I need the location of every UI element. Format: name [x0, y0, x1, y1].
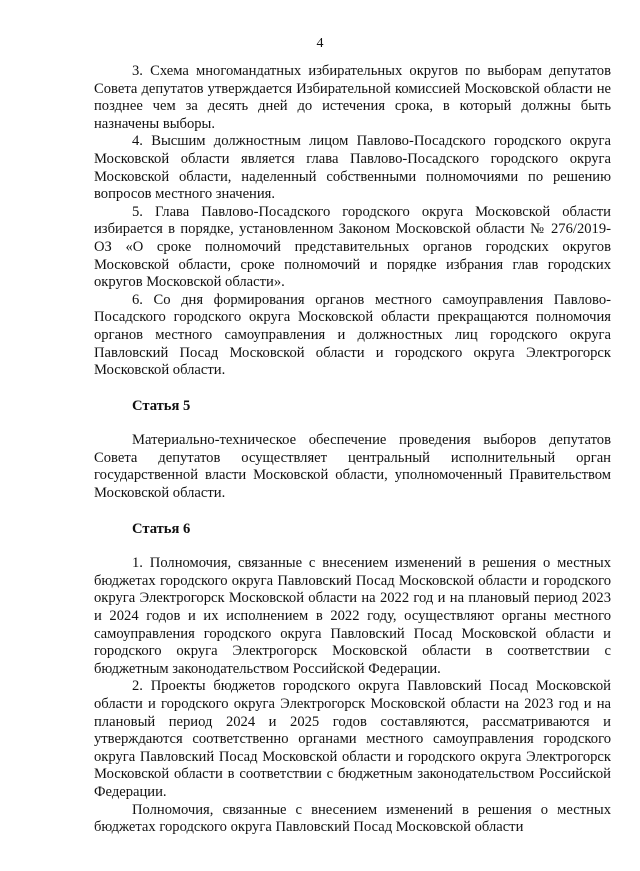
paragraph-5: 5. Глава Павлово-Посадского городского округа Московской области избирается в порядке, установленном Законом Московской области № 276/2019-ОЗ «О сроке полномочий представительных органов городских округов Московской области, сроке полномочий и порядке избрания глав городских округов Московской области».: [94, 203, 611, 291]
paragraph-4: 4. Высшим должностным лицом Павлово-Посадского городского округа Московской области является глава Павлово-Посадского городского округа Московской области, наделенный собственными полномочиями по решению вопросов местного значения.: [94, 133, 611, 203]
paragraph-6: 6. Со дня формирования органов местного самоуправления Павлово-Посадского городского округа Московской области прекращаются полномочия органов местного самоуправления и должностных лиц городского округа Павловский Посад Московской области и городского округа Электрогорск Московской области.: [94, 291, 611, 379]
page-number: 4: [316, 36, 324, 51]
article-5-heading: Статья 5: [132, 397, 191, 414]
article-5-text: Материально-техническое обеспечение проведения выборов депутатов Совета депутатов осуществляет центральный исполнительный орган государственной власти Московской области, уполномоченный Правительством Московской области.: [94, 432, 611, 502]
article-6-paragraph-2: 2. Проекты бюджетов городского округа Павловский Посад Московской области и городского округа Электрогорск Московской области на 2023 год и на плановый период 2024 и 2025 годов составляются, рассматриваются и утверждаются соответственно органами местного самоуправления городского округа Павловский Посад Московской области и городского округа Электрогорск Московской области в соответствии с бюджетным законодательством Российской Федерации.: [94, 678, 611, 800]
article-6-paragraph-1: 1. Полномочия, связанные с внесением изменений в решения о местных бюджетах городского округа Павловский Посад Московской области и городского округа Электрогорск Московской области на 2022 год и на плановый период 2023 и 2024 годов и их исполнением в 2022 году, осуществляют органы местного самоуправления городского округа Павловский Посад Московской области и городского округа Электрогорск Московской области в соответствии с бюджетным законодательством Российской Федерации.: [94, 555, 611, 677]
document-body: [94, 63, 611, 837]
article-6-paragraph-3: Полномочия, связанные с внесением изменений в решения о местных бюджетах городского округа Павловский Посад Московской области: [94, 801, 611, 836]
article-6-heading: Статья 6: [132, 520, 191, 537]
paragraph-3: 3. Схема многомандатных избирательных округов по выборам депутатов Совета депутатов утверждается Избирательной комиссией Московской области не позднее чем за десять дней до истечения срока, в который должны быть назначены выборы.: [94, 63, 611, 132]
